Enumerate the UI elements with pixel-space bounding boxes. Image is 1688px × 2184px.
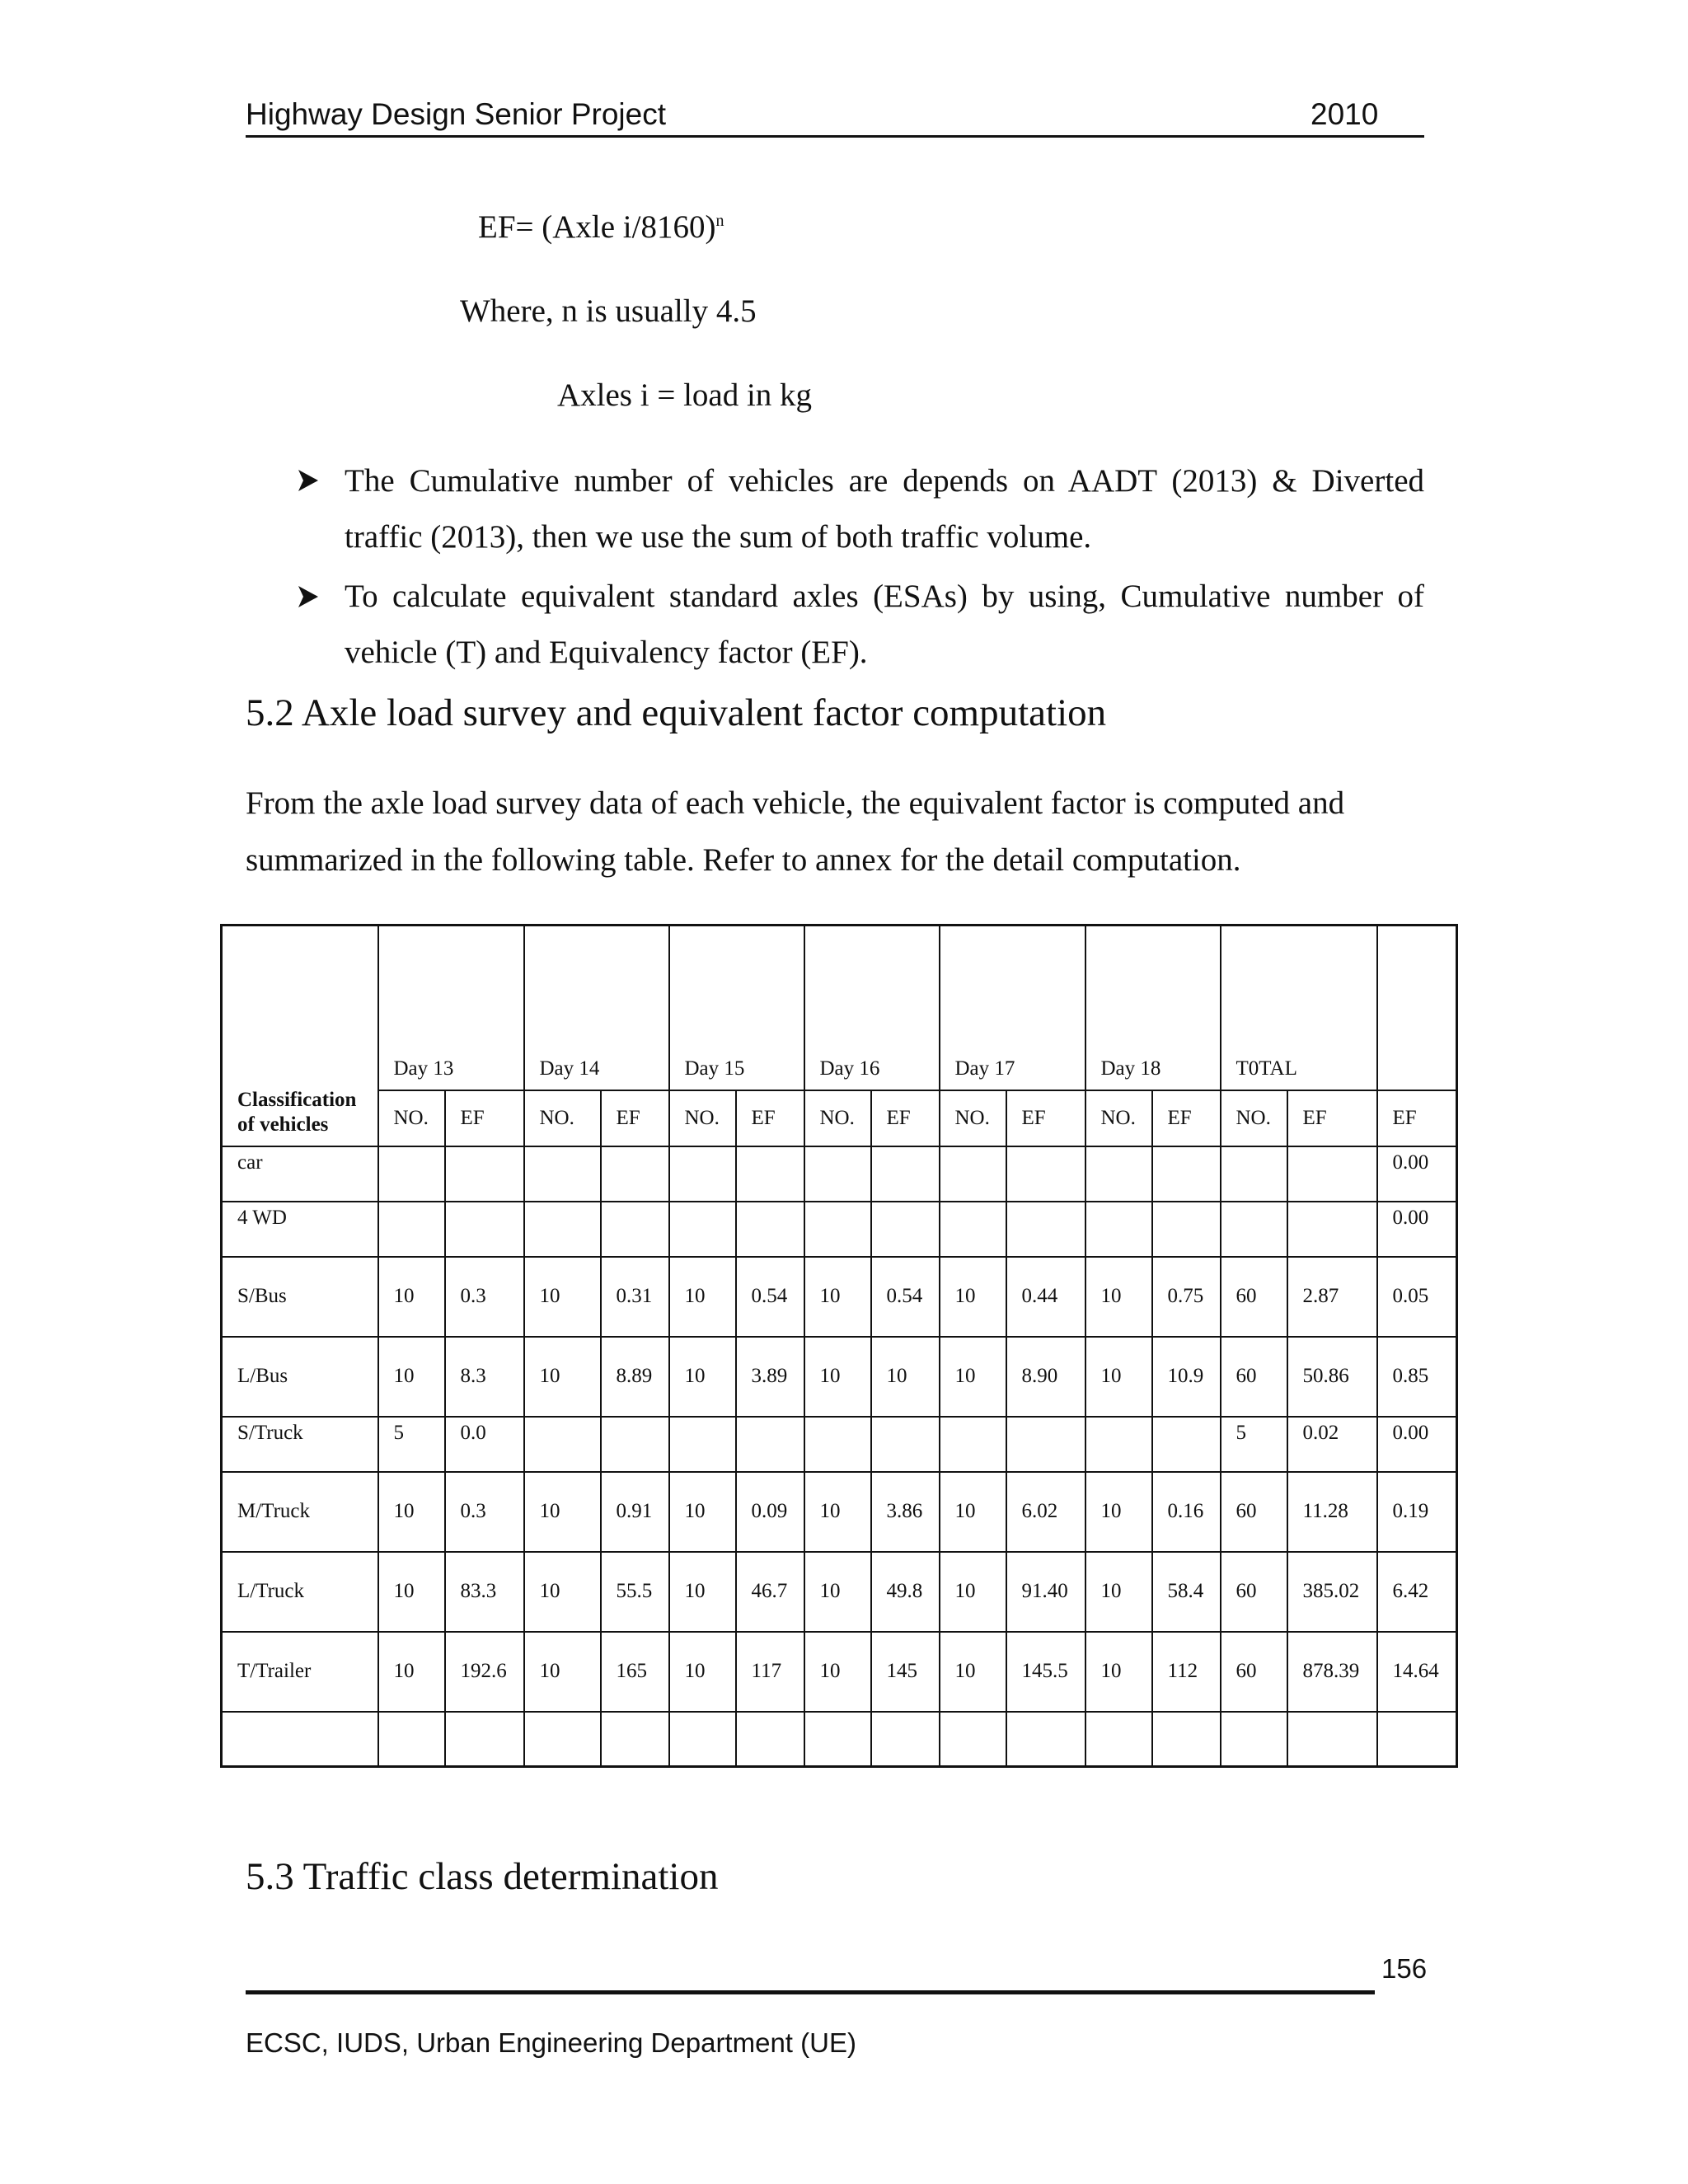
table-cell bbox=[804, 1712, 871, 1767]
table-cell: 0.54 bbox=[871, 1257, 940, 1337]
table-cell: 91.40 bbox=[1006, 1552, 1085, 1632]
table-cell bbox=[1377, 926, 1457, 1090]
table-cell: 10 bbox=[378, 1337, 445, 1417]
footer-text: ECSC, IUDS, Urban Engineering Department (UE) bbox=[246, 2027, 856, 2058]
table-cell: 10 bbox=[524, 1337, 601, 1417]
table-cell: 0.02 bbox=[1287, 1417, 1377, 1472]
table-cell bbox=[1287, 1712, 1377, 1767]
table-cell bbox=[1287, 1202, 1377, 1257]
table-cell bbox=[871, 1202, 940, 1257]
table-row bbox=[222, 1337, 1457, 1417]
table-cell bbox=[669, 1417, 736, 1472]
table-cell: 0.3 bbox=[445, 1472, 524, 1552]
table-cell: 0.00 bbox=[1377, 1146, 1457, 1202]
table-cell bbox=[804, 1202, 871, 1257]
sub-header: EF bbox=[1152, 1090, 1221, 1146]
classification-header: Classification of vehicles bbox=[222, 926, 378, 1146]
table-day-header-row bbox=[222, 926, 1457, 1090]
table-cell bbox=[1006, 1417, 1085, 1472]
axle-load-table bbox=[220, 924, 1458, 1768]
row-label: T/Trailer bbox=[222, 1632, 378, 1712]
table-cell: 46.7 bbox=[736, 1552, 804, 1632]
table-cell bbox=[736, 1712, 804, 1767]
table-cell: 60 bbox=[1221, 1337, 1287, 1417]
table-cell bbox=[378, 1712, 445, 1767]
table-cell: 0.85 bbox=[1377, 1337, 1457, 1417]
table-cell: 8.3 bbox=[445, 1337, 524, 1417]
table-cell: 60 bbox=[1221, 1257, 1287, 1337]
table-cell bbox=[1152, 1712, 1221, 1767]
sub-header: NO. bbox=[524, 1090, 601, 1146]
ef-formula-exponent: n bbox=[715, 212, 724, 230]
day-header: Day 17 bbox=[940, 926, 1085, 1090]
sub-header: EF bbox=[736, 1090, 804, 1146]
table-cell bbox=[601, 1146, 669, 1202]
sub-header: NO. bbox=[804, 1090, 871, 1146]
day-header: Day 14 bbox=[524, 926, 669, 1090]
table-cell bbox=[940, 1202, 1006, 1257]
table-cell: 0.75 bbox=[1152, 1257, 1221, 1337]
table-cell: 11.28 bbox=[1287, 1472, 1377, 1552]
table-cell: 5 bbox=[1221, 1417, 1287, 1472]
table-cell bbox=[1377, 1712, 1457, 1767]
table-cell: 10 bbox=[669, 1257, 736, 1337]
header-rule bbox=[246, 135, 1424, 138]
table-cell bbox=[669, 1202, 736, 1257]
table-cell: 10 bbox=[940, 1632, 1006, 1712]
table-cell bbox=[871, 1712, 940, 1767]
table-cell bbox=[1221, 1202, 1287, 1257]
sub-header: EF bbox=[1287, 1090, 1377, 1146]
table-cell: 10 bbox=[804, 1552, 871, 1632]
arrowhead-bullet-icon bbox=[297, 466, 320, 500]
row-label: L/Bus bbox=[222, 1337, 378, 1417]
day-header: Day 16 bbox=[804, 926, 940, 1090]
section-paragraph: From the axle load survey data of each vehicle, the equivalent factor is computed and summarized in the following table. Refer to annex for the detail computation. bbox=[246, 785, 1345, 878]
arrowhead-bullet-icon bbox=[297, 582, 320, 616]
table-row bbox=[222, 1552, 1457, 1632]
table-cell bbox=[378, 1146, 445, 1202]
table-cell: 10 bbox=[1085, 1632, 1152, 1712]
day-header: Day 13 bbox=[378, 926, 524, 1090]
table-cell bbox=[871, 1146, 940, 1202]
table-row bbox=[222, 1712, 1457, 1767]
table-cell: 0.31 bbox=[601, 1257, 669, 1337]
day-header: T0TAL bbox=[1221, 926, 1377, 1090]
table-cell bbox=[804, 1146, 871, 1202]
table-cell: 117 bbox=[736, 1632, 804, 1712]
table-cell bbox=[601, 1417, 669, 1472]
table-subheader-row bbox=[222, 1090, 1457, 1146]
day-header: Day 18 bbox=[1085, 926, 1221, 1090]
table-cell: 0.00 bbox=[1377, 1202, 1457, 1257]
footer-rule bbox=[246, 1990, 1375, 1994]
table-cell: 10 bbox=[940, 1472, 1006, 1552]
table-cell: 0.09 bbox=[736, 1472, 804, 1552]
sub-header: NO. bbox=[669, 1090, 736, 1146]
table-cell bbox=[804, 1417, 871, 1472]
table-cell bbox=[1152, 1417, 1221, 1472]
table-cell: 6.02 bbox=[1006, 1472, 1085, 1552]
table-row bbox=[222, 1472, 1457, 1552]
table-cell: 83.3 bbox=[445, 1552, 524, 1632]
table-cell bbox=[601, 1712, 669, 1767]
table-cell: 49.8 bbox=[871, 1552, 940, 1632]
table-cell: 165 bbox=[601, 1632, 669, 1712]
table-cell: 10 bbox=[378, 1257, 445, 1337]
sub-header: NO. bbox=[1085, 1090, 1152, 1146]
table-cell: 8.89 bbox=[601, 1337, 669, 1417]
table-cell: 10 bbox=[940, 1552, 1006, 1632]
ef-formula bbox=[478, 209, 724, 246]
header-year: 2010 bbox=[1311, 97, 1379, 131]
table-cell: 58.4 bbox=[1152, 1552, 1221, 1632]
table-cell bbox=[524, 1202, 601, 1257]
table-cell: 10 bbox=[1085, 1257, 1152, 1337]
bullet-item: The Cumulative number of vehicles are depends on AADT (2013) & Diverted traffic (2013), then we use the sum of both traffic volume. bbox=[345, 463, 1424, 555]
row-label: L/Truck bbox=[222, 1552, 378, 1632]
table-cell: 0.44 bbox=[1006, 1257, 1085, 1337]
ef-formula-base: EF= (Axle i/8160) bbox=[478, 209, 716, 245]
table-cell: 145 bbox=[871, 1632, 940, 1712]
sub-header: NO. bbox=[940, 1090, 1006, 1146]
table-cell bbox=[669, 1146, 736, 1202]
table-cell bbox=[1006, 1202, 1085, 1257]
table-cell bbox=[871, 1417, 940, 1472]
table-cell bbox=[1085, 1146, 1152, 1202]
table-cell bbox=[445, 1202, 524, 1257]
table-cell: 0.00 bbox=[1377, 1417, 1457, 1472]
table-cell: 10 bbox=[669, 1552, 736, 1632]
table-body bbox=[222, 1146, 1457, 1767]
section-heading-5-2: 5.2 Axle load survey and equivalent factor computation bbox=[246, 691, 1107, 734]
table-cell: 5 bbox=[378, 1417, 445, 1472]
table-cell: 10 bbox=[940, 1337, 1006, 1417]
table-cell bbox=[736, 1146, 804, 1202]
formula-where: Where, n is usually 4.5 bbox=[460, 293, 757, 329]
table-cell: 3.89 bbox=[736, 1337, 804, 1417]
table-cell: 385.02 bbox=[1287, 1552, 1377, 1632]
table-cell: 6.42 bbox=[1377, 1552, 1457, 1632]
table-cell: 14.64 bbox=[1377, 1632, 1457, 1712]
table-cell: 0.0 bbox=[445, 1417, 524, 1472]
table-cell: 10 bbox=[378, 1472, 445, 1552]
table-cell bbox=[736, 1417, 804, 1472]
table-cell: 10 bbox=[804, 1337, 871, 1417]
row-label: 4 WD bbox=[222, 1202, 378, 1257]
table-cell: 192.6 bbox=[445, 1632, 524, 1712]
table-cell bbox=[445, 1712, 524, 1767]
table-cell: 10 bbox=[524, 1632, 601, 1712]
sub-header: NO. bbox=[378, 1090, 445, 1146]
page-number: 156 bbox=[1381, 1953, 1428, 1984]
table-cell: 3.86 bbox=[871, 1472, 940, 1552]
table-cell: 112 bbox=[1152, 1632, 1221, 1712]
table-cell: 10 bbox=[1085, 1337, 1152, 1417]
table-cell: 8.90 bbox=[1006, 1337, 1085, 1417]
day-header: Day 15 bbox=[669, 926, 804, 1090]
table-cell bbox=[1085, 1712, 1152, 1767]
table-cell: 60 bbox=[1221, 1472, 1287, 1552]
table-cell bbox=[1152, 1202, 1221, 1257]
table-cell bbox=[601, 1202, 669, 1257]
table-cell bbox=[1085, 1417, 1152, 1472]
row-label: car bbox=[222, 1146, 378, 1202]
table-cell: 0.05 bbox=[1377, 1257, 1457, 1337]
table-cell: 878.39 bbox=[1287, 1632, 1377, 1712]
table-cell: 10 bbox=[669, 1337, 736, 1417]
table-cell: 0.3 bbox=[445, 1257, 524, 1337]
table-cell: 0.54 bbox=[736, 1257, 804, 1337]
table-cell bbox=[524, 1417, 601, 1472]
row-label: M/Truck bbox=[222, 1472, 378, 1552]
table-cell: 10 bbox=[524, 1257, 601, 1337]
sub-header: EF bbox=[1006, 1090, 1085, 1146]
table-cell: 10 bbox=[804, 1472, 871, 1552]
table-cell: 10 bbox=[804, 1632, 871, 1712]
table-cell bbox=[940, 1712, 1006, 1767]
table-cell bbox=[524, 1146, 601, 1202]
table-cell bbox=[445, 1146, 524, 1202]
table-cell: 145.5 bbox=[1006, 1632, 1085, 1712]
table-cell: 10 bbox=[524, 1472, 601, 1552]
sub-header: NO. bbox=[1221, 1090, 1287, 1146]
table-cell bbox=[1287, 1146, 1377, 1202]
table-cell: 60 bbox=[1221, 1552, 1287, 1632]
table-cell: 10 bbox=[1085, 1472, 1152, 1552]
table-cell: 10 bbox=[524, 1552, 601, 1632]
table-cell: 10 bbox=[804, 1257, 871, 1337]
bullet-item: To calculate equivalent standard axles (ESAs) by using, Cumulative number of vehicle (T) and Equivalency factor (EF). bbox=[345, 579, 1424, 670]
table-cell: 60 bbox=[1221, 1632, 1287, 1712]
table-cell bbox=[524, 1712, 601, 1767]
table-cell: 50.86 bbox=[1287, 1337, 1377, 1417]
table-cell bbox=[669, 1712, 736, 1767]
table-cell: 0.19 bbox=[1377, 1472, 1457, 1552]
row-label: S/Bus bbox=[222, 1257, 378, 1337]
table-cell: 2.87 bbox=[1287, 1257, 1377, 1337]
table-row bbox=[222, 1257, 1457, 1337]
table-cell bbox=[1006, 1712, 1085, 1767]
table-cell: 10 bbox=[378, 1552, 445, 1632]
table-cell: 55.5 bbox=[601, 1552, 669, 1632]
sub-header: EF bbox=[871, 1090, 940, 1146]
table-cell: 0.91 bbox=[601, 1472, 669, 1552]
table-cell bbox=[1221, 1146, 1287, 1202]
table-row bbox=[222, 1202, 1457, 1257]
table-row bbox=[222, 1146, 1457, 1202]
sub-header: EF bbox=[445, 1090, 524, 1146]
table-cell bbox=[1006, 1146, 1085, 1202]
table-cell bbox=[940, 1146, 1006, 1202]
section-heading-5-3: 5.3 Traffic class determination bbox=[246, 1855, 719, 1898]
table-cell: 10 bbox=[871, 1337, 940, 1417]
sub-header: EF bbox=[601, 1090, 669, 1146]
row-label bbox=[222, 1712, 378, 1767]
table-cell: 10 bbox=[378, 1632, 445, 1712]
table-cell bbox=[1085, 1202, 1152, 1257]
table-cell bbox=[1221, 1712, 1287, 1767]
table-cell bbox=[1152, 1146, 1221, 1202]
table-cell: 10 bbox=[940, 1257, 1006, 1337]
table-cell: 10 bbox=[669, 1472, 736, 1552]
table-row bbox=[222, 1417, 1457, 1472]
formula-axles: Axles i = load in kg bbox=[557, 377, 813, 413]
table-cell bbox=[736, 1202, 804, 1257]
table-cell bbox=[378, 1202, 445, 1257]
header-title: Highway Design Senior Project bbox=[246, 97, 667, 131]
table-cell: 10.9 bbox=[1152, 1337, 1221, 1417]
sub-header: EF bbox=[1377, 1090, 1457, 1146]
row-label: S/Truck bbox=[222, 1417, 378, 1472]
table-row bbox=[222, 1632, 1457, 1712]
table-cell bbox=[940, 1417, 1006, 1472]
table-cell: 0.16 bbox=[1152, 1472, 1221, 1552]
table-cell: 10 bbox=[669, 1632, 736, 1712]
table-cell: 10 bbox=[1085, 1552, 1152, 1632]
